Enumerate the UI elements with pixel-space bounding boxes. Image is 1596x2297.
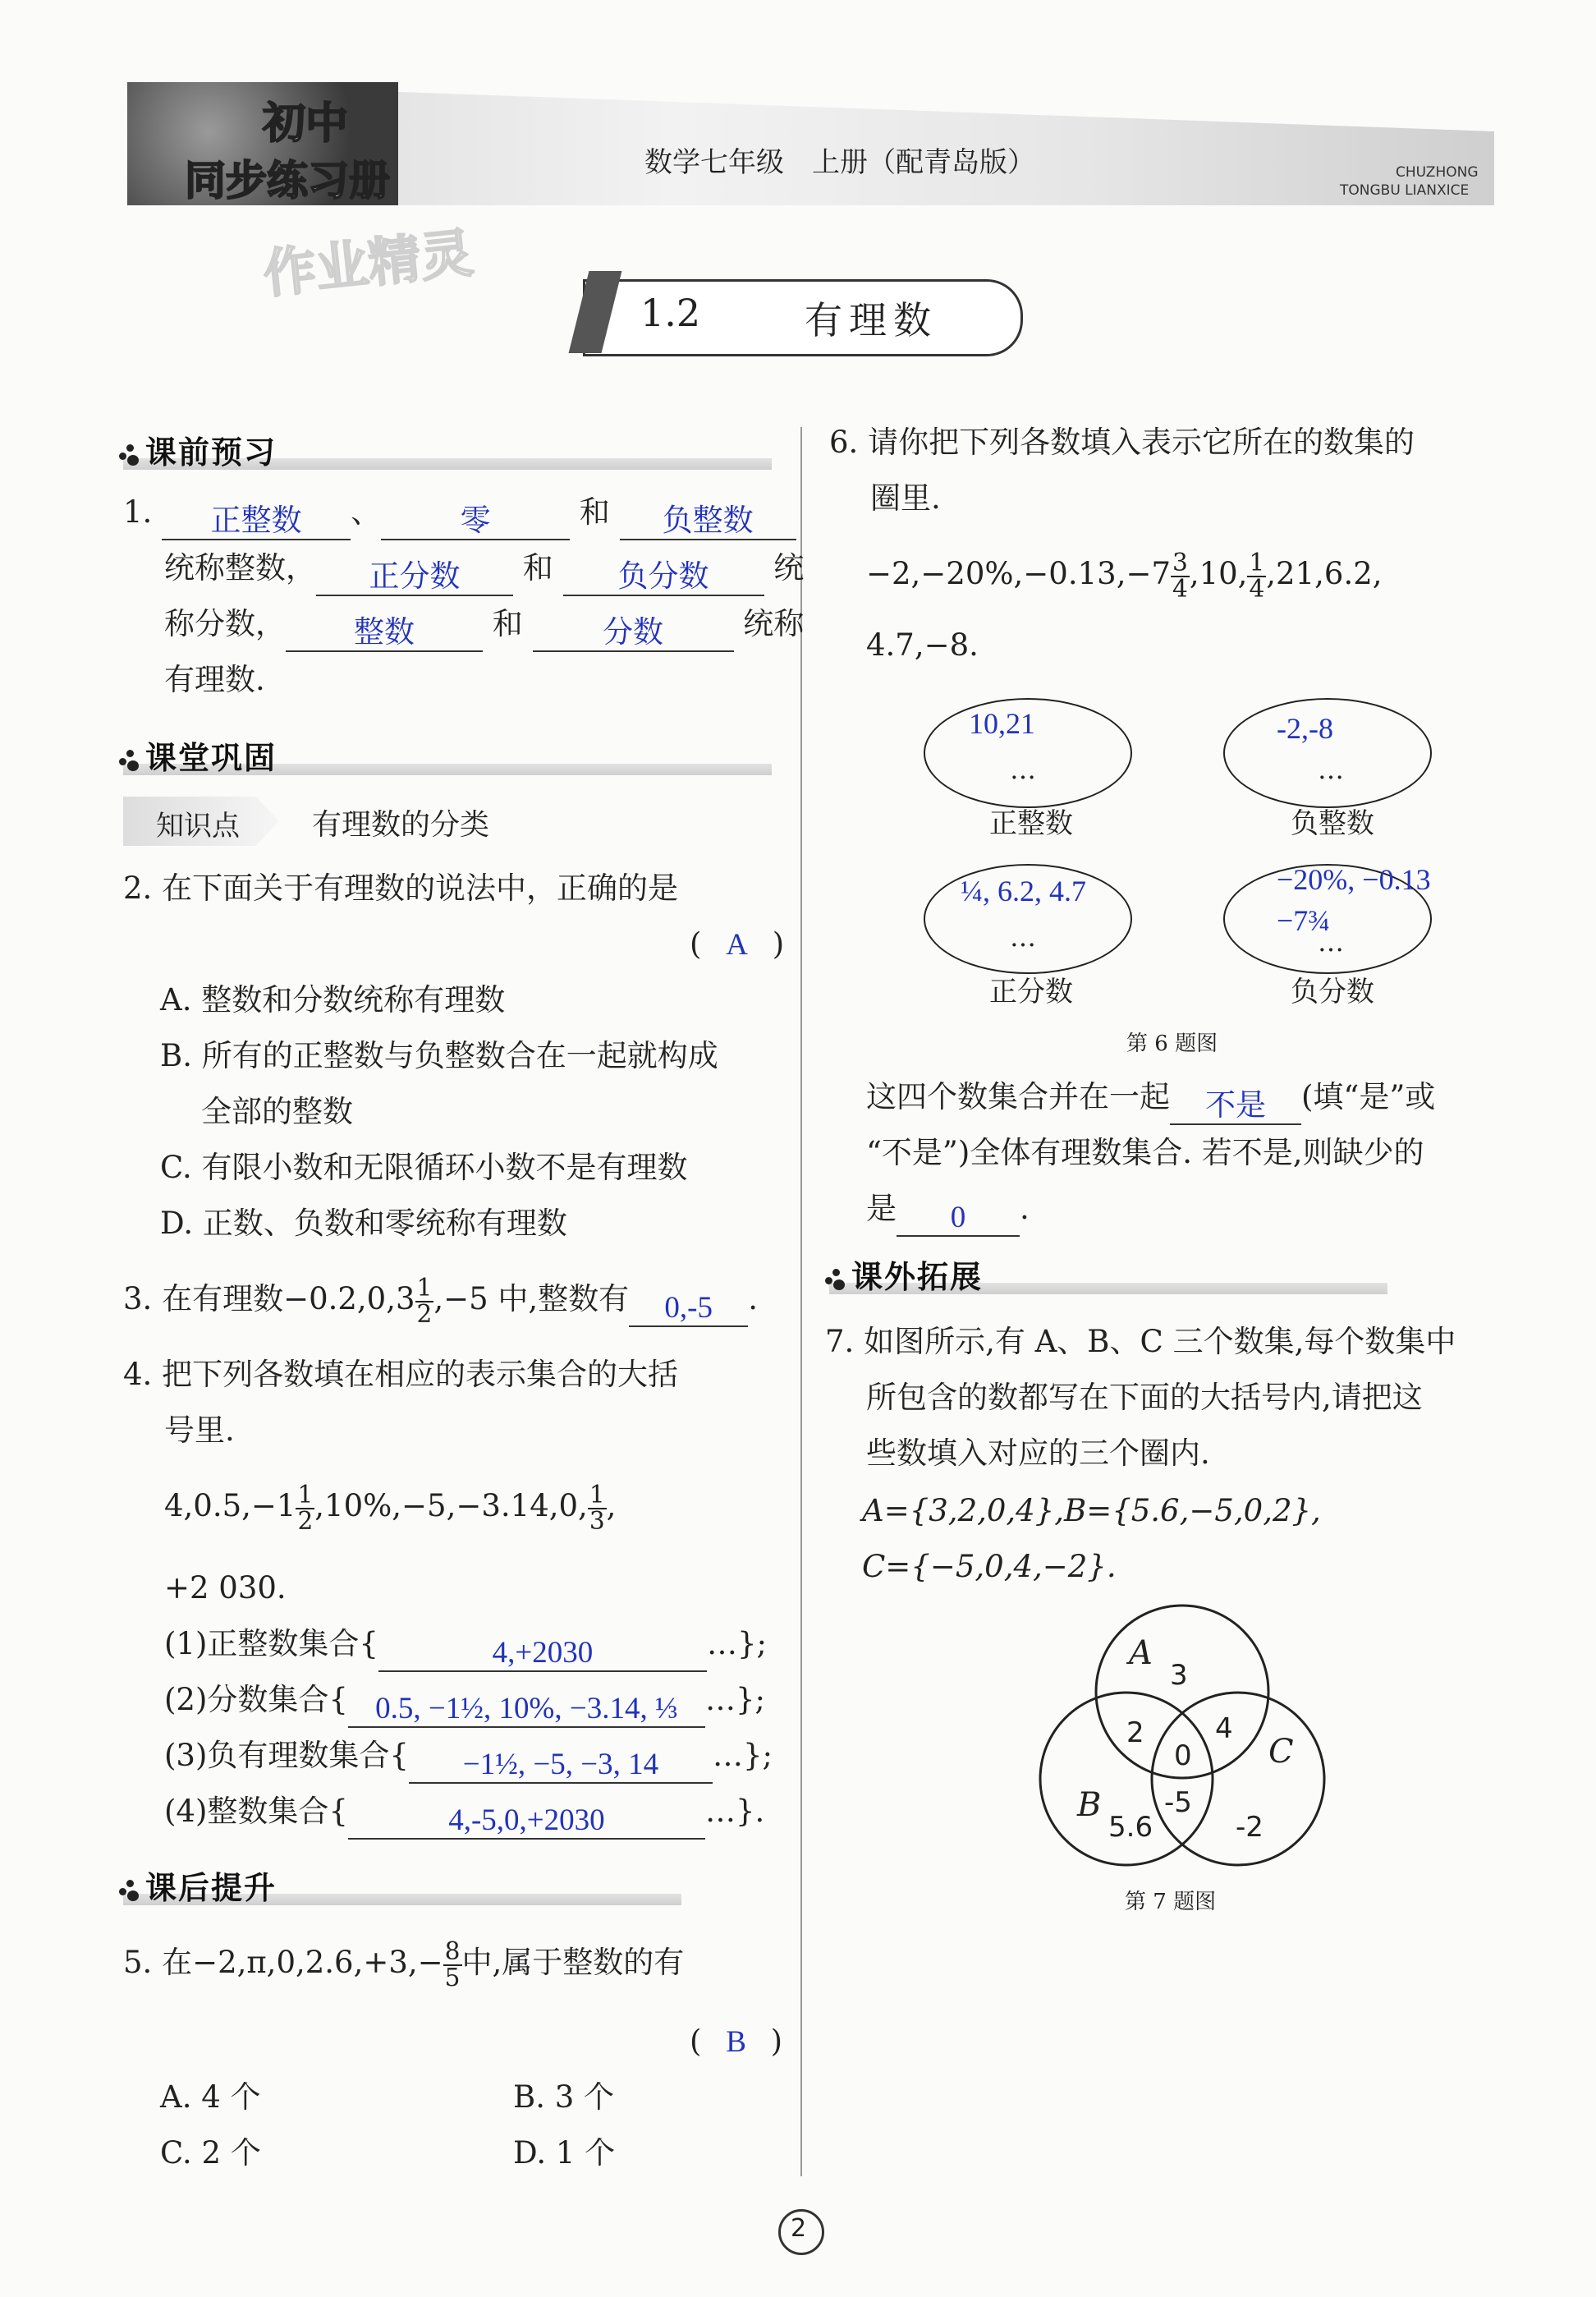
q2-option-d: D. 正数、负数和零统称有理数 (160, 1206, 567, 1241)
q3-answer: 0,-5 (664, 1291, 713, 1325)
venn-a-c: 4 (1215, 1712, 1233, 1745)
logo-line1: 初中 (263, 99, 349, 149)
lesson-number: 1.2 (640, 291, 701, 335)
section-class: 课堂巩固 (119, 733, 277, 778)
set-positive-integers-label: 正整数 (989, 807, 1073, 840)
q4-numbers: 4,0.5,−1 $\frac{1}{2}$ ,10%,−5,−3.14,0, $\frac{1}{3}$ , (164, 1480, 617, 1535)
q5-answer: B (726, 2025, 746, 2059)
section-preview: 课前预习 (119, 427, 277, 472)
page-number: 2 (791, 2214, 807, 2243)
q4-stem1: 4. 把下列各数填在相应的表示集合的大括 (123, 1357, 679, 1392)
venn-label-c: C (1268, 1733, 1294, 1771)
set-positive-fractions-content: ¼, 6.2, 4.7 (961, 875, 1086, 907)
book-title: 数学七年级 上册（配青岛版） (644, 146, 1035, 179)
q3: 3. 在有理数−0.2,0,3 $\frac{1}{2}$ ,−5 中,整数有 0,-5 . (123, 1273, 758, 1328)
venn-only-c: -2 (1236, 1811, 1264, 1844)
q1-line4: 有理数. (164, 662, 265, 697)
logo-line2: 同步练习册 (185, 157, 390, 204)
section-after: 课后提升 (119, 1863, 277, 1908)
q5-option-a: A. 4 个 (160, 2079, 261, 2115)
pinyin-line2: TONGBU LIANXICE (1340, 182, 1470, 199)
q2-stem: 2. 在下面关于有理数的说法中，正确的是 (123, 871, 679, 906)
paw-icon (119, 750, 140, 771)
q7-stem2: 所包含的数都写在下面的大括号内,请把这 (866, 1380, 1423, 1415)
q6-caption: 第 6 题图 (1126, 1031, 1218, 1056)
venn-b-c: -5 (1164, 1786, 1192, 1819)
q1-answer-7: 分数 (603, 616, 664, 650)
q5-option-c: C. 2 个 (160, 2135, 261, 2171)
q2-option-b-cont: 全部的整数 (201, 1094, 353, 1129)
q6-follow3: 是 0 . (866, 1181, 1030, 1237)
venn-only-b: 5.6 (1108, 1811, 1153, 1844)
section-extra: 课外拓展 (825, 1252, 983, 1297)
venn-a-b-c: 0 (1174, 1739, 1192, 1772)
venn-label-b: B (1077, 1786, 1102, 1824)
q7-caption: 第 7 题图 (1125, 1890, 1217, 1914)
q7-stem3: 些数填入对应的三个圈内. (866, 1436, 1210, 1471)
lesson-title: 有理数 (805, 298, 938, 342)
q4-set-1: (1)正整数集合{ 4,+2030 …}; (164, 1616, 767, 1672)
q1-answer-6: 整数 (354, 616, 415, 650)
q2-option-b: B. 所有的正整数与负整数合在一起就构成 (160, 1038, 718, 1073)
q6-numbers: −2,−20%,−0.13,−7 $\frac{3}{4}$ ,10, $\frac{1}{4}$ ,21,6.2, (866, 548, 1383, 603)
knowledge-point-label: 知识点 (156, 810, 240, 843)
q7-set-c: C={−5,0,4,−2}. (862, 1549, 1117, 1584)
q2-answer: A (726, 928, 748, 962)
q2-option-c: C. 有限小数和无限循环小数不是有理数 (160, 1150, 688, 1185)
q1-answer-4: 正分数 (369, 560, 461, 595)
q4-stem2: 号里. (164, 1413, 235, 1448)
q5-stem: 5. 在−2,π,0,2.6,+3,− $\frac{8}{5}$ 中,属于整数的有 (123, 1936, 685, 1991)
set-positive-integers-content: 10,21 (969, 707, 1035, 740)
q6-follow1: 这四个数集合并在一起 不是 (填“是”或 (866, 1069, 1435, 1125)
set-negative-fractions-content-2: −7¾ (1277, 904, 1331, 937)
venn-a-b: 2 (1126, 1716, 1144, 1749)
q4-numbers-line2: +2 030. (164, 1570, 287, 1606)
q3-fraction: $\frac{1}{2}$ (416, 1273, 433, 1328)
q1-answer-2: 零 (460, 504, 491, 539)
q2-option-a: A. 整数和分数统称有理数 (160, 982, 506, 1018)
q5-option-d: D. 1 个 (513, 2135, 616, 2171)
q6-answer-1: 不是 (1205, 1089, 1266, 1123)
q1-answer-3: 负整数 (662, 504, 754, 539)
watermark: 作业精灵 (260, 223, 476, 306)
set-negative-integers-label: 负整数 (1291, 807, 1374, 840)
q6-stem2: 圈里. (870, 480, 941, 516)
q7-set-a-b: A={3,2,0,4},B={5.6,−5,0,2}, (862, 1493, 1321, 1528)
q1-line3: 称分数， 整数 和 分数 统称 (164, 596, 804, 652)
q6-numbers-line2: 4.7,−8. (866, 627, 979, 663)
q1-answer-1: 正整数 (210, 504, 302, 539)
q1-line1: 1. 正整数 、 零 和 负整数 (123, 485, 796, 540)
q4-set-3: (3)负有理数集合{ −1½, −5, −3, 14 …}; (164, 1728, 773, 1784)
venn-only-a: 3 (1170, 1659, 1188, 1692)
venn-label-a: A (1129, 1634, 1153, 1672)
q4-set-4: (4)整数集合{ 4,-5,0,+2030 …}. (164, 1784, 764, 1840)
paw-icon (119, 1880, 140, 1901)
paw-icon (825, 1269, 846, 1290)
q5-option-b: B. 3 个 (513, 2079, 615, 2115)
set-negative-fractions-content: −20%, −0.13 (1277, 863, 1431, 896)
set-negative-fractions-label: 负分数 (1291, 976, 1374, 1008)
q7-stem1: 7. 如图所示,有 A、B、C 三个数集,每个数集中 (825, 1324, 1456, 1359)
q2-answer-bracket: ( A ) (690, 926, 785, 962)
q4-set-2: (2)分数集合{ 0.5, −1½, 10%, −3.14, ⅓ …}; (164, 1672, 765, 1728)
column-divider (800, 427, 802, 2176)
q6-follow2: “不是”)全体有理数集合. 若不是,则缺少的 (866, 1135, 1424, 1170)
q1-line2: 统称整数， 正分数 和 负分数 统 (164, 540, 804, 596)
pinyin-line1: CHUZHONG (1396, 164, 1479, 181)
q5-answer-bracket: ( B ) (690, 2024, 783, 2059)
knowledge-point-title: 有理数的分类 (312, 808, 490, 842)
set-negative-integers-content: -2,-8 (1277, 712, 1333, 745)
set-positive-fractions-label: 正分数 (989, 976, 1073, 1008)
q6-answer-2: 0 (950, 1201, 966, 1235)
q1-answer-5: 负分数 (617, 560, 709, 595)
paw-icon (119, 444, 140, 466)
q6-stem1: 6. 请你把下列各数填入表示它所在的数集的 (829, 425, 1415, 460)
